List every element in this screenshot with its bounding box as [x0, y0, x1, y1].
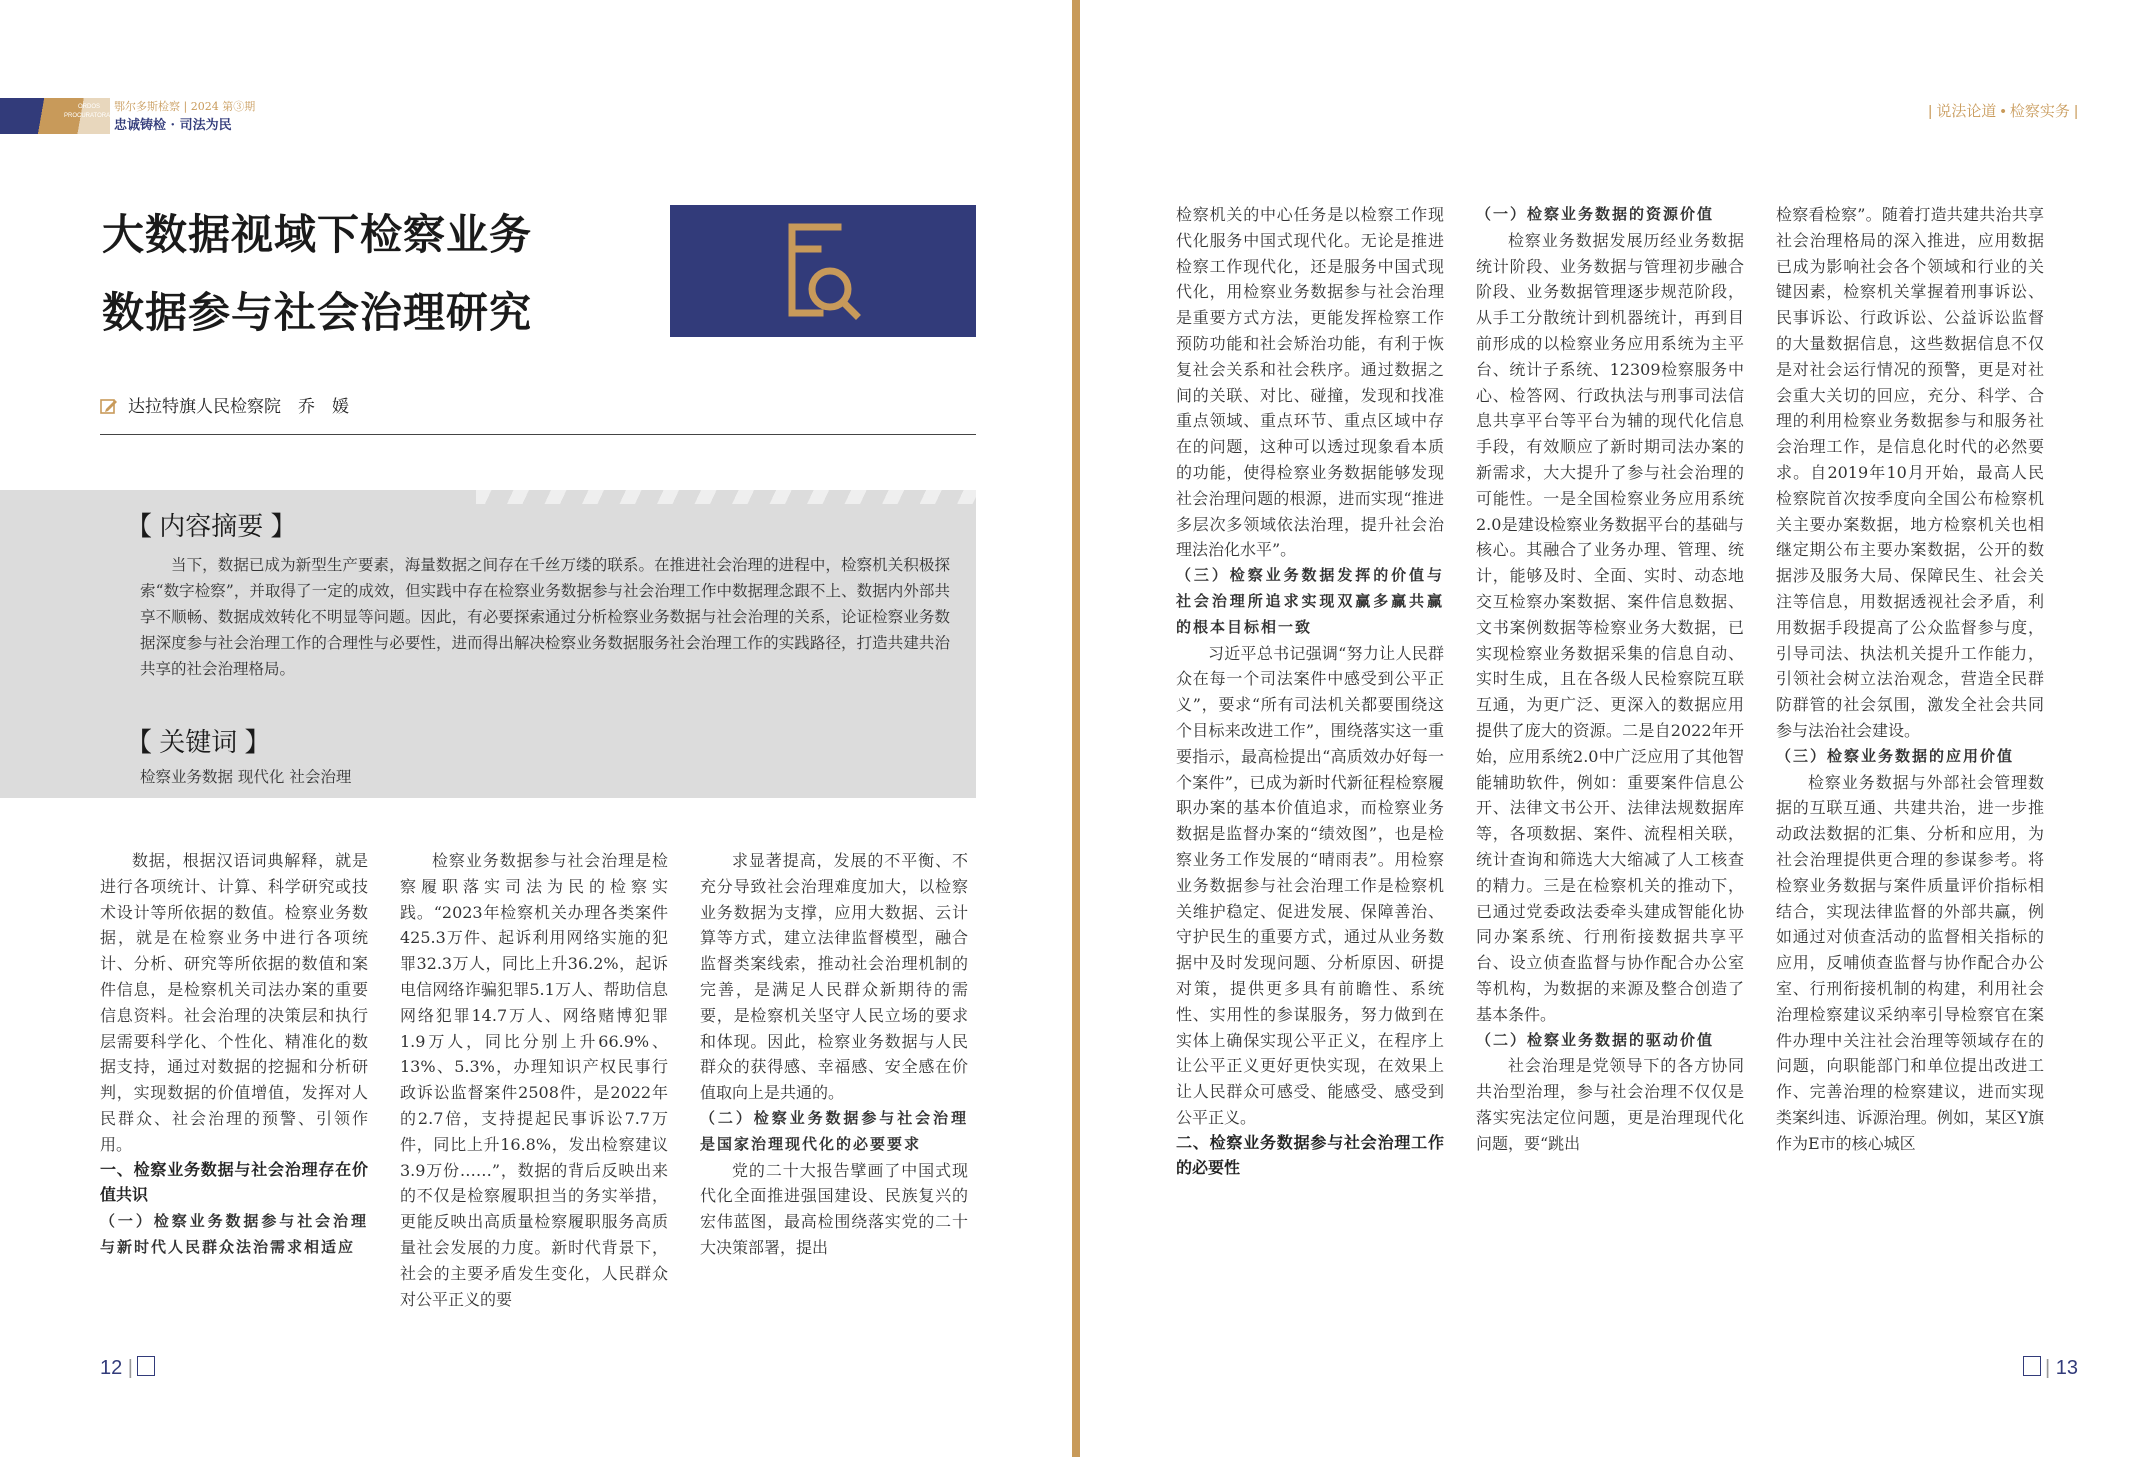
left-column-3: [700, 848, 968, 1312]
spine-bar: [1072, 0, 1080, 1457]
section-heading: 二、检察业务数据参与社会治理工作的必要性: [1176, 1134, 1444, 1178]
body-paragraph: 检察业务数据参与社会治理是检察履职落实司法为民的检察实践。“2023年检察机关办理各类案件425.3万件、起诉利用网络实施的犯罪32.3万人，同比上升36.2%，起诉电信网络诈骗犯罪5.1万人、帮助信息网络犯罪14.7万人、网络赌博犯罪1.9万人，同比分别上升66.9%、13%、5.3%，办理知识产权民事行政诉讼监督案件2508件，是2022年的2.7倍，支持提起民事诉讼7.7万件，同比上升16.8%，发出检察建议3.9万份……”，数据的背后反映出来的不仅是检察履职担当的务实举措，更能反映出高质量检察履职服务高质量社会发展的力度。新时代背景下，社会的主要矛盾发生变化，人民群众对公平正义的要: [400, 851, 668, 1309]
body-paragraph: 习近平总书记强调“努力让人民群众在每一个司法案件中感受到公平正义”，要求“所有司法机关都要围绕这个目标来改进工作”，围绕落实这一重要指示，最高检提出“高质效办好每一个案件”，已成为新时代新征程检察履职办案的基本价值追求，而检察业务数据是监督办案的“绩效图”，也是检察业务工作发展的“晴雨表”。用检察业务数据参与社会治理工作是检察机关维护稳定、促进发展、保障善治、守护民生的重要方式，通过从业务数据中及时发现问题、分析原因、研提对策，提供更多具有前瞻性、系统性、实用性的参谋服务，努力做到在实体上确保实现公平正义，在程序上让公平正义更好更快实现，在效果上让人民群众可感受、能感受、感受到公平正义。: [1176, 643, 1444, 1127]
body-paragraph: 检察业务数据发展历经业务数据统计阶段、业务数据与管理初步融合阶段、业务数据管理逐步规范阶段，从手工分散统计到机器统计，再到目前形成的以检察业务应用系统为主平台、统计子系统、12309检察服务中心、检答网、行政执法与刑事司法信息共享平台等平台为辅的现代化信息手段，有效顺应了新时期司法办案的新需求，大大提升了参与社会治理的可能性。一是全国检察业务应用系统2.0是建设检察业务数据平台的基础与核心。其融合了业务办理、管理、统计，能够及时、全面、实时、动态地交互检察办案数据、案件信息数据、文书案例数据等检察业务大数据，已实现检察业务数据采集的信息自动、实时生成，且在各级人民检察院互联互通，为更广泛、更深入的数据应用提供了庞大的资源。二是自2022年开始，应用系统2.0中广泛应用了其他智能辅助软件，例如：重要案件信息公开、法律文书公开、法律法规数据库等，各项数据、案件、流程相关联，统计查询和筛选大大缩减了人工核查的精力。三是在检察机关的推动下，已通过党委政法委牵头建成智能化协同办案系统、行刑衔接数据共享平台、设立侦查监督与协作配合办公室等机构，为数据的来源及整合创造了基本条件。: [1476, 230, 1744, 1024]
section-heading: 一、检察业务数据与社会治理存在价值共识: [100, 1161, 368, 1205]
right-body-columns: [1176, 202, 2044, 1182]
subsection-heading: （二）检察业务数据的驱动价值: [1476, 1030, 1715, 1049]
subsection-heading: （二）检察业务数据参与社会治理是国家治理现代化的必要要求: [700, 1108, 968, 1153]
right-column-1: [1176, 202, 1444, 1182]
subsection-heading: （三）检察业务数据的应用价值: [1776, 746, 2015, 765]
left-column-1: [100, 848, 368, 1312]
left-column-2: [400, 848, 668, 1312]
body-paragraph: 求显著提高，发展的不平衡、不充分导致社会治理难度加大，以检察业务数据为支撑，应用大数据、云计算等方式，建立法律监督模型，融合监督类案线索，推动社会治理机制的完善，是满足人民群众新期待的需要，是检察机关坚守人民立场的要求和体现。因此，检察业务数据与人民群众的获得感、幸福感、安全感在价值取向上是共通的。: [700, 851, 968, 1103]
page-number-12: 12: [100, 1357, 123, 1379]
header-tiny-text: ORDOS PROCURATORATE: [64, 104, 118, 119]
left-page-number: 12 |: [100, 1356, 159, 1380]
abstract-box: [0, 490, 976, 798]
title-line-1: 大数据视域下检察业务: [102, 210, 533, 259]
article-title: [102, 196, 532, 352]
magazine-motto: 忠诚铸检 · 司法为民: [114, 118, 232, 133]
keywords-text: 检察业务数据 现代化 社会治理: [140, 768, 352, 786]
magazine-logo-icon: [2023, 1356, 2041, 1376]
keywords-heading: 【 关键词 】: [126, 727, 271, 757]
left-page: [0, 0, 1070, 1457]
abstract-stripes: [476, 490, 976, 504]
title-line-2: 数据参与社会治理研究: [102, 288, 533, 337]
right-page-number: | 13: [2019, 1356, 2078, 1380]
page-number-13: 13: [2055, 1357, 2078, 1379]
body-paragraph: 党的二十大报告擘画了中国式现代化全面推进强国建设、民族复兴的宏伟蓝图，最高检围绕落实党的二十大决策部署，提出: [700, 1160, 968, 1257]
body-paragraph: 社会治理是党领导下的各方协同共治型治理，参与社会治理不仅仅是落实宪法定位问题，更是治理现代化问题，要“跳出: [1476, 1056, 1744, 1153]
magazine-name: 鄂尔多斯检察 | 2024 第③期: [114, 100, 256, 113]
subsection-heading: （三）检察业务数据发挥的价值与社会治理所追求实现双赢多赢共赢的根本目标相一致: [1176, 566, 1444, 636]
right-column-2: [1476, 202, 1744, 1182]
magazine-logo-icon: [137, 1356, 155, 1376]
abstract-heading: 【 内容摘要 】: [126, 511, 297, 541]
abstract-text: 当下，数据已成为新型生产要素，海量数据之间存在千丝万缕的联系。在推进社会治理的进程中，检察机关积极探索“数字检察”，并取得了一定的成效，但实践中存在检察业务数据参与社会治理工作中数据理念跟不上、数据内外部共享不顺畅、数据成效转化不明显等问题。因此，有必要探索通过分析检察业务数据与社会治理的关系，论证检察业务数据深度参与社会治理工作的合理性与必要性，进而得出解决检察业务数据服务社会治理工作的实践路径，打造共建共治共享的社会治理格局。: [140, 556, 950, 678]
search-document-icon: [670, 205, 976, 337]
subsection-heading: （一）检察业务数据参与社会治理与新时代人民群众法治需求相适应: [100, 1212, 368, 1256]
author-text: 达拉特旗人民检察院 乔 媛: [128, 397, 349, 416]
right-page: [1084, 0, 2148, 1457]
magazine-header: [0, 98, 256, 134]
body-paragraph: 检察业务数据与外部社会管理数据的互联互通、共建共治，进一步推动政法数据的汇集、分析和应用，为社会治理提供更合理的参谋参考。将检察业务数据与案件质量评价指标相结合，实现法律监督的外部共赢，例如通过对侦查活动的监督相关指标的应用，反哺侦查监督与协作配合办公室、行刑衔接机制的构建，利用社会治理检察建议采纳率引导检察官在案件办理中关注社会治理等领域存在的问题，向职能部门和单位提出改进工作、完善治理的检察建议，进而实现类案纠违、诉源治理。例如，某区Y旗作为E市的核心城区: [1776, 772, 2044, 1153]
pen-icon: [100, 397, 118, 415]
body-paragraph: 检察看检察”。随着打造共建共治共享社会治理格局的深入推进，应用数据已成为影响社会各个领域和行业的关键因素，检察机关掌握着刑事诉讼、民事诉讼、行政诉讼、公益诉讼监督的大量数据信息，这些数据信息不仅是对社会运行情况的预警，更是对社会重大关切的回应，充分、科学、合理的利用检察业务数据参与和服务社会治理工作，是信息化时代的必然要求。自2019年10月开始，最高人民检察院首次按季度向全国公布检察机关主要办案数据，地方检察机关也相继定期公布主要办案数据，公开的数据涉及服务大局、保障民生、社会关注等信息，用数据透视社会矛盾，利用数据手段提高了公众监督参与度，引导司法、执法机关提升工作能力，引领社会树立法治观念，营造全民群防群管的社会氛围，激发全社会共同参与法治社会建设。: [1776, 205, 2044, 740]
body-paragraph: 检察机关的中心任务是以检察工作现代化服务中国式现代化。无论是推进检察工作现代化，还是服务中国式现代化，用检察业务数据参与社会治理是重要方式方法，更能发挥检察工作预防功能和社会矫治功能，有利于恢复社会关系和社会秩序。通过数据之间的关联、对比、碰撞，发现和找准重点领域、重点环节、重点区域中存在的问题，这种可以透过现象看本质的功能，使得检察业务数据能够发现社会治理问题的根源，进而实现“推进多层次多领域依法治理，提升社会治理法治化水平”。: [1176, 205, 1444, 560]
title-divider: [100, 434, 976, 435]
body-paragraph: 数据，根据汉语词典解释，就是进行各项统计、计算、科学研究或技术设计等所依据的数值。检察业务数据，就是在检察业务中进行各项统计、分析、研究等所依据的数值和案件信息，是检察机关司法办案的重要信息资料。社会治理的决策层和执行层需要科学化、个性化、精准化的数据支持，通过对数据的挖掘和分析研判，实现数据的价值增值，发挥对人民群众、社会治理的预警、引领作用。: [100, 851, 368, 1154]
spine: [1070, 0, 1084, 1457]
right-column-3: [1776, 202, 2044, 1182]
title-graphic: [670, 205, 976, 337]
section-header: | 说法论道 • 检察实务 |: [1928, 103, 2078, 120]
left-body-columns: [100, 848, 968, 1312]
subsection-heading: （一）检察业务数据的资源价值: [1476, 205, 1715, 223]
article-author: [100, 392, 349, 417]
